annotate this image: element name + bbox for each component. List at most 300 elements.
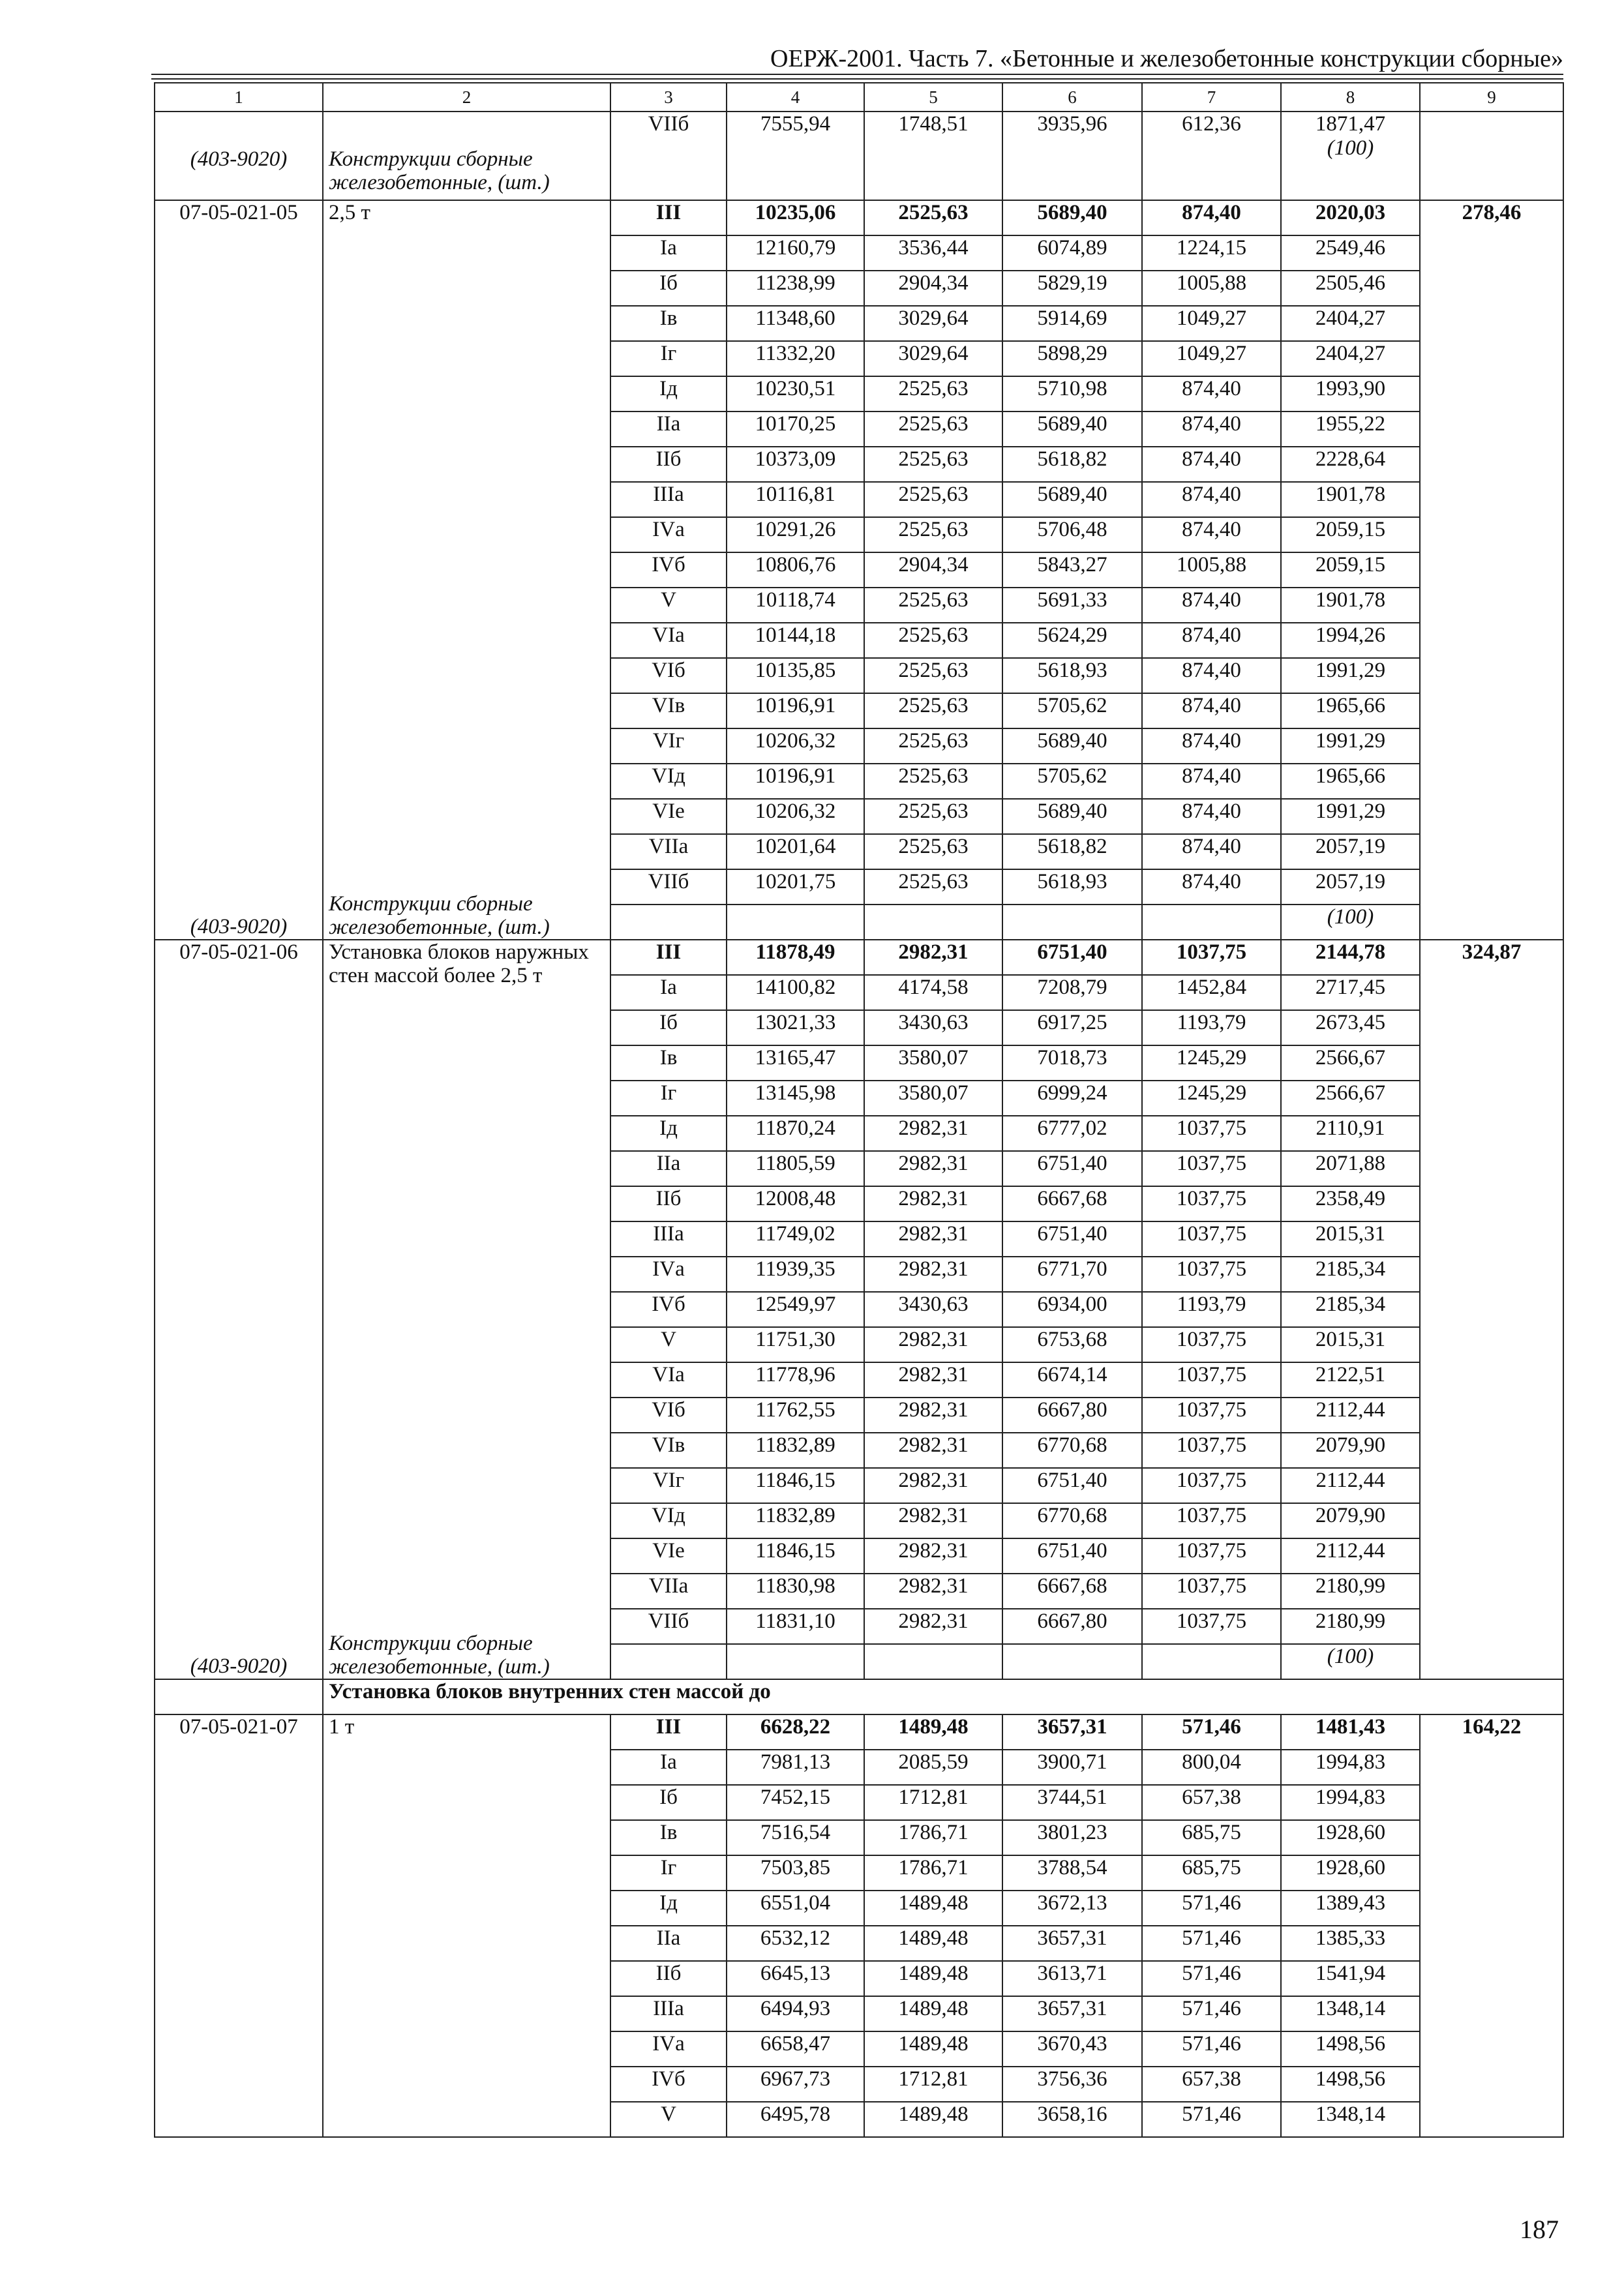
value-cell: 5618,93	[1002, 869, 1142, 905]
column-number: 4	[727, 83, 864, 112]
value-cell: 14100,82	[727, 975, 864, 1010]
value-cell: 10170,25	[727, 411, 864, 447]
zone-cell: Iв	[610, 306, 727, 341]
value-cell: 2982,31	[864, 1186, 1002, 1221]
value-cell: 6770,68	[1002, 1433, 1142, 1468]
zone-cell: VIе	[610, 799, 727, 834]
zone-cell: IVб	[610, 1292, 727, 1327]
value-cell: 10230,51	[727, 376, 864, 411]
value-cell: 3744,51	[1002, 1785, 1142, 1820]
value-cell: 11830,98	[727, 1574, 864, 1609]
zone-cell: VIб	[610, 658, 727, 693]
total-cell: 324,87	[1420, 940, 1563, 1679]
zone-cell: V	[610, 1327, 727, 1362]
value-cell: 6999,24	[1002, 1081, 1142, 1116]
zone-cell: III	[610, 1714, 727, 1750]
zone-cell: IIа	[610, 1926, 727, 1961]
value-cell: 2525,63	[864, 693, 1002, 728]
value-cell: 657,38	[1142, 2067, 1281, 2102]
zone-cell: IIб	[610, 1961, 727, 1996]
value-cell: 1965,66	[1281, 764, 1420, 799]
value-cell: 3029,64	[864, 306, 1002, 341]
value-cell: 874,40	[1142, 869, 1281, 905]
value-cell: 1049,27	[1142, 341, 1281, 376]
value-cell: 1245,29	[1142, 1045, 1281, 1081]
value-cell: 1786,71	[864, 1820, 1002, 1855]
zone-cell: Iд	[610, 1891, 727, 1926]
name-stack	[329, 1715, 605, 2136]
value-cell: 874,40	[1142, 376, 1281, 411]
value-cell: 2180,99	[1281, 1609, 1420, 1644]
value-cell: 10235,06	[727, 200, 864, 235]
value-cell: 1489,48	[864, 1996, 1002, 2031]
value-cell: 2015,31	[1281, 1221, 1420, 1257]
table-row	[155, 200, 1563, 235]
value-cell: 13145,98	[727, 1081, 864, 1116]
value-cell: 6751,40	[1002, 1468, 1142, 1503]
work-name: 1 т	[329, 1715, 355, 1739]
page-number: 187	[1520, 2215, 1559, 2244]
value-cell: 2505,46	[1281, 271, 1420, 306]
value-cell: 6934,00	[1002, 1292, 1142, 1327]
code-cell	[155, 112, 323, 200]
value-cell: 2071,88	[1281, 1151, 1420, 1186]
value-cell: 2982,31	[864, 1398, 1002, 1433]
empty-cell	[727, 905, 864, 940]
value-cell: 5710,98	[1002, 376, 1142, 411]
value-cell: 2525,63	[864, 834, 1002, 869]
value-cell: 1489,48	[864, 1714, 1002, 1750]
empty-cell	[155, 1679, 323, 1714]
value-cell: 6645,13	[727, 1961, 864, 1996]
value-cell: 3536,44	[864, 235, 1002, 271]
value-cell: 2059,15	[1281, 552, 1420, 588]
value-cell: 2112,44	[1281, 1398, 1420, 1433]
value-cell: 10196,91	[727, 764, 864, 799]
column-number: 1	[155, 83, 323, 112]
rate-code: 07-05-021-05	[179, 201, 298, 224]
value-cell: 1991,29	[1281, 799, 1420, 834]
zone-cell: VIг	[610, 1468, 727, 1503]
value-cell: 2085,59	[864, 1750, 1002, 1785]
value-cell: 2525,63	[864, 658, 1002, 693]
value-cell: 1005,88	[1142, 271, 1281, 306]
value-cell: 11332,20	[727, 341, 864, 376]
value-cell: 7516,54	[727, 1820, 864, 1855]
material-code: (403-9020)	[190, 915, 288, 938]
zone-cell: Iд	[610, 1116, 727, 1151]
value-cell: 1994,83	[1281, 1750, 1420, 1785]
code-stack	[160, 201, 317, 939]
value-cell: 874,40	[1142, 693, 1281, 728]
value-cell: 2525,63	[864, 200, 1002, 235]
zone-cell: IVб	[610, 552, 727, 588]
value-cell: 6074,89	[1002, 235, 1142, 271]
value-cell: 7981,13	[727, 1750, 864, 1785]
value-cell: 1037,75	[1142, 1503, 1281, 1538]
value-cell: 1037,75	[1142, 1398, 1281, 1433]
zone-cell: Iб	[610, 1785, 727, 1820]
value-cell: 6628,22	[727, 1714, 864, 1750]
column-number: 6	[1002, 83, 1142, 112]
value-cell: 2525,63	[864, 482, 1002, 517]
code-stack	[160, 940, 317, 1679]
value-cell: 7452,15	[727, 1785, 864, 1820]
value-cell: 2057,19	[1281, 869, 1420, 905]
code-cell	[155, 940, 323, 1679]
value-cell: 13165,47	[727, 1045, 864, 1081]
zone-cell: Iг	[610, 341, 727, 376]
rates-table	[154, 82, 1564, 2138]
total-cell: 278,46	[1420, 200, 1563, 940]
value-cell: 1994,26	[1281, 623, 1420, 658]
value-cell: 2404,27	[1281, 306, 1420, 341]
value-cell: 874,40	[1142, 799, 1281, 834]
value-cell: 1037,75	[1142, 940, 1281, 975]
value-cell: 1348,14	[1281, 1996, 1420, 2031]
value-cell: 2549,46	[1281, 235, 1420, 271]
running-header: ОЕРЖ-2001. Часть 7. «Бетонные и железобетонные конструкции сборные»	[770, 45, 1563, 72]
value-cell: 2228,64	[1281, 447, 1420, 482]
zone-cell: Iв	[610, 1820, 727, 1855]
value-cell: 6751,40	[1002, 1151, 1142, 1186]
work-name: 2,5 т	[329, 201, 370, 224]
value-cell: 2673,45	[1281, 1010, 1420, 1045]
value-cell: 571,46	[1142, 1996, 1281, 2031]
value-cell: 2015,31	[1281, 1327, 1420, 1362]
zone-cell: VIв	[610, 693, 727, 728]
zone-cell: IIа	[610, 1151, 727, 1186]
value-cell: 2525,63	[864, 764, 1002, 799]
value-cell: 571,46	[1142, 2102, 1281, 2137]
value-cell: 11870,24	[727, 1116, 864, 1151]
value-cell: 1037,75	[1142, 1221, 1281, 1257]
zone-cell: III	[610, 200, 727, 235]
value-cell: 12008,48	[727, 1186, 864, 1221]
zone-cell: IIIа	[610, 1996, 727, 2031]
value-cell: 874,40	[1142, 482, 1281, 517]
value-cell: 1928,60	[1281, 1855, 1420, 1891]
column-number: 7	[1142, 83, 1281, 112]
name-cell	[323, 200, 610, 940]
column-number: 5	[864, 83, 1002, 112]
value-cell: 2717,45	[1281, 975, 1420, 1010]
value-text: 1871,47	[1315, 112, 1386, 136]
zone-cell: VIIб	[610, 112, 727, 200]
value-cell: 1037,75	[1142, 1609, 1281, 1644]
value-cell: 1037,75	[1142, 1433, 1281, 1468]
value-cell: 3788,54	[1002, 1855, 1142, 1891]
value-cell: 571,46	[1142, 1891, 1281, 1926]
value-cell: 2904,34	[864, 271, 1002, 306]
value-cell: 1193,79	[1142, 1292, 1281, 1327]
zone-cell: IIб	[610, 1186, 727, 1221]
value-cell: 2525,63	[864, 869, 1002, 905]
value-cell: 10206,32	[727, 728, 864, 764]
value-cell: 5829,19	[1002, 271, 1142, 306]
value-cell: 10806,76	[727, 552, 864, 588]
value-cell: 13021,33	[727, 1010, 864, 1045]
value-cell: 6753,68	[1002, 1327, 1142, 1362]
zone-cell: Iа	[610, 1750, 727, 1785]
value-cell: 2982,31	[864, 1151, 1002, 1186]
value-cell: 1489,48	[864, 1961, 1002, 1996]
rate-code: 07-05-021-07	[179, 1715, 298, 1739]
value-cell: 800,04	[1142, 1750, 1281, 1785]
value-cell: 11831,10	[727, 1609, 864, 1644]
value-cell: 2904,34	[864, 552, 1002, 588]
zone-cell: VIд	[610, 764, 727, 799]
value-cell: 2079,90	[1281, 1433, 1420, 1468]
value-cell: 2982,31	[864, 1468, 1002, 1503]
empty-cell	[610, 905, 727, 940]
value-cell: 5705,62	[1002, 764, 1142, 799]
value-cell: 2525,63	[864, 799, 1002, 834]
value-cell	[1281, 112, 1420, 200]
name-cell	[323, 940, 610, 1679]
material-qty: (100)	[1281, 905, 1420, 940]
value-cell: 10201,64	[727, 834, 864, 869]
material-qty: (100)	[1281, 1644, 1420, 1679]
value-cell: 1991,29	[1281, 728, 1420, 764]
value-cell: 1037,75	[1142, 1574, 1281, 1609]
value-cell: 2982,31	[864, 940, 1002, 975]
code-cell	[155, 1714, 323, 2137]
value-cell: 7555,94	[727, 112, 864, 200]
code-stack	[160, 1715, 317, 2136]
zone-cell: VIIа	[610, 834, 727, 869]
value-cell: 571,46	[1142, 2031, 1281, 2067]
value-cell: 1037,75	[1142, 1257, 1281, 1292]
value-cell: 6967,73	[727, 2067, 864, 2102]
value-cell: 6777,02	[1002, 1116, 1142, 1151]
value-cell: 6495,78	[727, 2102, 864, 2137]
value-cell: 2122,51	[1281, 1362, 1420, 1398]
value-cell: 6532,12	[727, 1926, 864, 1961]
value-cell: 2525,63	[864, 411, 1002, 447]
column-number: 3	[610, 83, 727, 112]
material-code: (403-9020)	[190, 1654, 288, 1678]
value-cell: 2057,19	[1281, 834, 1420, 869]
value-cell: 2185,34	[1281, 1257, 1420, 1292]
intro-row	[155, 112, 1563, 200]
value-cell: 874,40	[1142, 623, 1281, 658]
value-cell: 6751,40	[1002, 940, 1142, 975]
value-cell: 1224,15	[1142, 235, 1281, 271]
zone-cell: IVа	[610, 517, 727, 552]
zone-cell: IIIа	[610, 1221, 727, 1257]
value-cell: 1037,75	[1142, 1538, 1281, 1574]
value-cell: 1452,84	[1142, 975, 1281, 1010]
value-cell: 2020,03	[1281, 200, 1420, 235]
table-row	[155, 940, 1563, 975]
value-cell: 2112,44	[1281, 1468, 1420, 1503]
group-header: Установка блоков внутренних стен массой до	[323, 1679, 1563, 1714]
empty-cell	[864, 1644, 1002, 1679]
value-cell: 5691,33	[1002, 588, 1142, 623]
zone-cell: IIб	[610, 447, 727, 482]
value-cell: 11348,60	[727, 306, 864, 341]
value-cell: 11778,96	[727, 1362, 864, 1398]
value-cell: 3672,13	[1002, 1891, 1142, 1926]
value-cell: 874,40	[1142, 728, 1281, 764]
value-cell: 2144,78	[1281, 940, 1420, 975]
value-cell: 11846,15	[727, 1468, 864, 1503]
value-cell: 1037,75	[1142, 1151, 1281, 1186]
name-cell	[323, 1714, 610, 2137]
name-stack	[329, 940, 605, 1679]
value-cell: 3657,31	[1002, 1926, 1142, 1961]
value-cell: 6667,80	[1002, 1398, 1142, 1433]
value-cell: 4174,58	[864, 975, 1002, 1010]
material-name: Конструкции сборные железобетонные, (шт.)	[329, 892, 550, 939]
work-name: Установка блоков наружных стен массой более 2,5 т	[329, 940, 589, 987]
value-cell: 1049,27	[1142, 306, 1281, 341]
value-cell: 1955,22	[1281, 411, 1420, 447]
value-cell: 6667,80	[1002, 1609, 1142, 1644]
empty-cell	[610, 1644, 727, 1679]
material-qty: (100)	[1327, 136, 1374, 160]
value-cell: 2525,63	[864, 728, 1002, 764]
value-cell: 2525,63	[864, 447, 1002, 482]
value-cell: 3658,16	[1002, 2102, 1142, 2137]
value-cell: 10116,81	[727, 482, 864, 517]
header-rule	[151, 74, 1563, 75]
value-cell: 3935,96	[1002, 112, 1142, 200]
value-cell: 7503,85	[727, 1855, 864, 1891]
value-cell: 6771,70	[1002, 1257, 1142, 1292]
value-cell: 5914,69	[1002, 306, 1142, 341]
value-cell: 11832,89	[727, 1503, 864, 1538]
zone-cell: IVб	[610, 2067, 727, 2102]
value-cell: 2525,63	[864, 517, 1002, 552]
value-cell: 6494,93	[727, 1996, 864, 2031]
value-cell: 2982,31	[864, 1257, 1002, 1292]
value-cell: 3756,36	[1002, 2067, 1142, 2102]
value-cell: 571,46	[1142, 1714, 1281, 1750]
value-cell: 612,36	[1142, 112, 1281, 200]
empty-cell	[1002, 1644, 1142, 1679]
value-cell: 1991,29	[1281, 658, 1420, 693]
value-cell: 1348,14	[1281, 2102, 1420, 2137]
value-cell: 874,40	[1142, 447, 1281, 482]
value-cell: 7018,73	[1002, 1045, 1142, 1081]
material-name: Конструкции сборные железобетонные, (шт.)	[329, 1632, 550, 1679]
value-cell: 5689,40	[1002, 482, 1142, 517]
value-cell: 1489,48	[864, 2031, 1002, 2067]
value-cell: 2982,31	[864, 1538, 1002, 1574]
material-code: (403-9020)	[190, 147, 288, 171]
value-cell: 3657,31	[1002, 1996, 1142, 2031]
table-row	[155, 1714, 1563, 1750]
value-cell: 1901,78	[1281, 482, 1420, 517]
value-cell: 1748,51	[864, 112, 1002, 200]
value-cell: 1498,56	[1281, 2067, 1420, 2102]
value-cell: 6658,47	[727, 2031, 864, 2067]
name-cell	[323, 112, 610, 200]
value-cell: 1481,43	[1281, 1714, 1420, 1750]
value-cell: 5689,40	[1002, 799, 1142, 834]
value-cell: 1994,83	[1281, 1785, 1420, 1820]
value-cell: 10144,18	[727, 623, 864, 658]
value-cell: 2079,90	[1281, 1503, 1420, 1538]
value-cell: 685,75	[1142, 1820, 1281, 1855]
value-cell: 874,40	[1142, 411, 1281, 447]
value-cell: 10373,09	[727, 447, 864, 482]
value-cell: 7208,79	[1002, 975, 1142, 1010]
value-cell: 2566,67	[1281, 1045, 1420, 1081]
zone-cell: VIIа	[610, 1574, 727, 1609]
value-cell: 2982,31	[864, 1221, 1002, 1257]
value-cell: 10291,26	[727, 517, 864, 552]
zone-cell: Iб	[610, 1010, 727, 1045]
zone-cell: VIд	[610, 1503, 727, 1538]
value-cell: 5843,27	[1002, 552, 1142, 588]
value-cell: 10201,75	[727, 869, 864, 905]
value-cell: 10135,85	[727, 658, 864, 693]
value-cell: 3670,43	[1002, 2031, 1142, 2067]
zone-cell: VIIб	[610, 1609, 727, 1644]
value-cell: 571,46	[1142, 1926, 1281, 1961]
value-cell: 11846,15	[727, 1538, 864, 1574]
value-cell: 3900,71	[1002, 1750, 1142, 1785]
value-cell: 1712,81	[864, 1785, 1002, 1820]
rate-code: 07-05-021-06	[179, 940, 298, 964]
value-cell: 3430,63	[864, 1010, 1002, 1045]
value-cell: 1993,90	[1281, 376, 1420, 411]
name-stack	[329, 201, 605, 939]
value-cell: 3613,71	[1002, 1961, 1142, 1996]
value-cell: 3029,64	[864, 341, 1002, 376]
value-cell: 11762,55	[727, 1398, 864, 1433]
value-cell: 1037,75	[1142, 1468, 1281, 1503]
value-cell: 2982,31	[864, 1503, 1002, 1538]
column-number: 2	[323, 83, 610, 112]
value-cell: 12549,97	[727, 1292, 864, 1327]
value-cell: 11939,35	[727, 1257, 864, 1292]
value-cell: 874,40	[1142, 658, 1281, 693]
empty-cell	[1142, 905, 1281, 940]
value-cell: 2982,31	[864, 1609, 1002, 1644]
value-cell: 1901,78	[1281, 588, 1420, 623]
value-cell: 2525,63	[864, 588, 1002, 623]
value-cell: 1037,75	[1142, 1186, 1281, 1221]
total-cell: 164,22	[1420, 1714, 1563, 2137]
value-cell: 1037,75	[1142, 1116, 1281, 1151]
zone-cell: VIв	[610, 1433, 727, 1468]
value-cell: 2059,15	[1281, 517, 1420, 552]
value-cell: 1389,43	[1281, 1891, 1420, 1926]
zone-cell: Iг	[610, 1855, 727, 1891]
zone-cell: VIIб	[610, 869, 727, 905]
value-cell: 5706,48	[1002, 517, 1142, 552]
value-cell: 2525,63	[864, 376, 1002, 411]
zone-cell: III	[610, 940, 727, 975]
zone-cell: VIа	[610, 1362, 727, 1398]
value-cell: 874,40	[1142, 764, 1281, 799]
column-number-row	[155, 83, 1563, 112]
value-cell: 3580,07	[864, 1081, 1002, 1116]
value-cell: 11878,49	[727, 940, 864, 975]
value-cell: 5705,62	[1002, 693, 1142, 728]
empty-cell	[1142, 1644, 1281, 1679]
value-cell: 2185,34	[1281, 1292, 1420, 1327]
value-cell: 2404,27	[1281, 341, 1420, 376]
zone-cell: Iа	[610, 235, 727, 271]
value-cell: 11832,89	[727, 1433, 864, 1468]
empty-cell	[1002, 905, 1142, 940]
zone-cell: VIб	[610, 1398, 727, 1433]
